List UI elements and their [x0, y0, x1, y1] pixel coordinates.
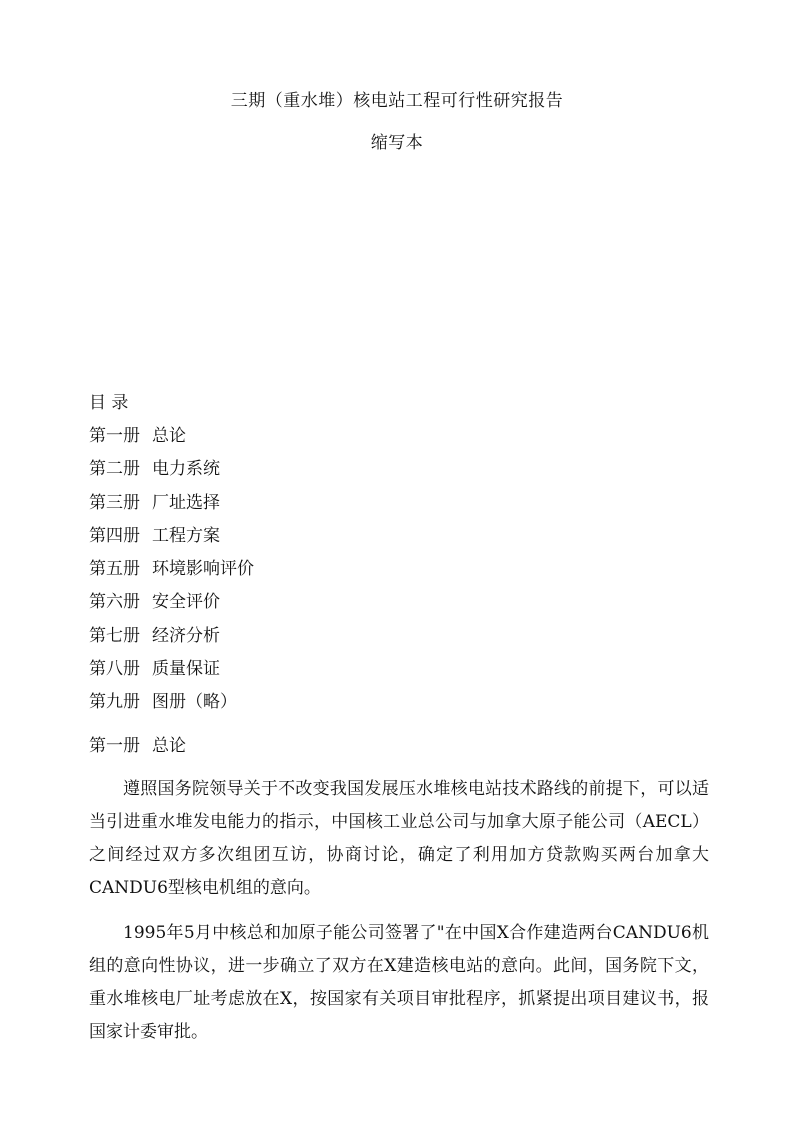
- toc-item: [89, 525, 254, 558]
- toc-item-title: 工程方案: [152, 525, 220, 546]
- toc-item: [89, 458, 254, 491]
- toc-item-title: 质量保证: [152, 659, 220, 680]
- toc-item: [89, 558, 254, 591]
- toc-heading: 目 录: [89, 393, 129, 413]
- document-subtitle: 缩写本: [370, 133, 424, 153]
- toc-item-title: 图册（略）: [152, 692, 237, 713]
- toc-item-title: 安全评价: [152, 592, 220, 613]
- body-paragraph: 1995年5月中核总和加原子能公司签署了"在中国X合作建造两台CANDU6机组的意向性协议，进一步确立了双方在X建造核电站的意向。此间，国务院下文，重水堆核电厂址考虑放在X，按国家有关项目审批程序，抓紧提出项目建议书，报国家计委审批。: [89, 923, 709, 1042]
- toc-item-volume: 第四册: [89, 525, 140, 546]
- table-of-contents: [89, 392, 254, 725]
- toc-item: [89, 625, 254, 658]
- toc-item-title: 厂址选择: [152, 492, 220, 513]
- toc-item: [89, 425, 254, 458]
- document-title: 三期（重水堆）核电站工程可行性研究报告: [230, 91, 564, 111]
- toc-item-volume: 第五册: [89, 559, 140, 580]
- toc-item-volume: 第二册: [89, 459, 140, 480]
- toc-item-volume: 第八册: [89, 659, 140, 680]
- toc-item-title: 环境影响评价: [152, 559, 254, 580]
- toc-item-volume: 第三册: [89, 492, 140, 513]
- toc-item-title: 总论: [152, 426, 186, 446]
- toc-item: [89, 492, 254, 525]
- toc-item-volume: 第六册: [89, 592, 140, 613]
- section-title: 总论: [152, 736, 186, 756]
- toc-item-volume: 第七册: [89, 625, 140, 646]
- toc-item-volume: 第一册: [89, 426, 140, 446]
- toc-item-title: 电力系统: [152, 459, 220, 480]
- toc-item-volume: 第九册: [89, 692, 140, 713]
- section-heading: [89, 735, 186, 757]
- toc-item: [89, 591, 254, 624]
- section-volume: 第一册: [89, 736, 140, 756]
- body-paragraph: 遵照国务院领导关于不改变我国发展压水堆核电站技术路线的前提下，可以适当引进重水堆发电能力的指示，中国核工业总公司与加拿大原子能公司（AECL）之间经过双方多次组团互访，协商讨论，确定了利用加方贷款购买两台加拿大CANDU6型核电机组的意向。: [89, 779, 709, 898]
- toc-item: [89, 691, 254, 724]
- toc-item: [89, 658, 254, 691]
- toc-item-title: 经济分析: [152, 625, 220, 646]
